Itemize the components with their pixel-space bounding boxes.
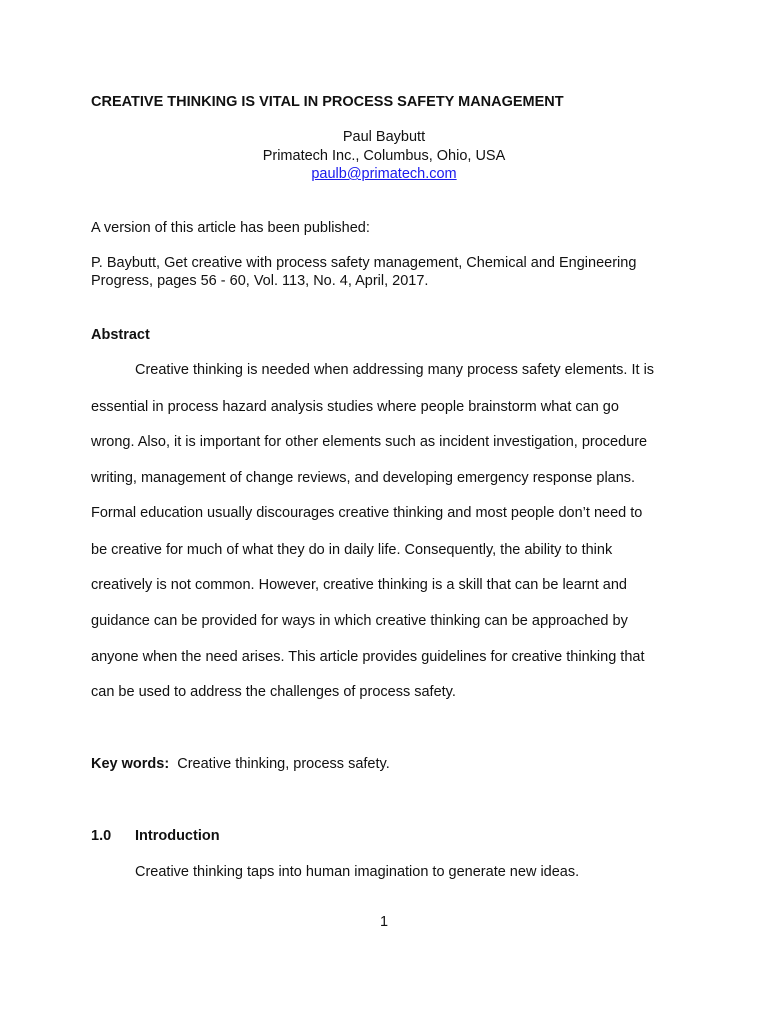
author-name: Paul Baybutt bbox=[342, 129, 426, 145]
abstract-line: creatively is not common. However, creative thinking is a skill that can be learnt and bbox=[91, 577, 627, 593]
author-email-link[interactable]: paulb@primatech.com bbox=[311, 166, 457, 182]
abstract-line: be creative for much of what they do in daily life. Consequently, the ability to think bbox=[91, 542, 613, 558]
citation-line-2: Progress, pages 56 - 60, Vol. 113, No. 4, April, 2017. bbox=[91, 273, 429, 289]
abstract-heading: Abstract bbox=[91, 327, 150, 343]
abstract-line: writing, management of change reviews, and developing emergency response plans. bbox=[91, 470, 636, 486]
keywords-label: Key words: bbox=[91, 756, 170, 772]
abstract-line: anyone when the need arises. This article provides guidelines for creative thinking that bbox=[91, 649, 645, 665]
keywords-row bbox=[91, 755, 390, 773]
author-email-row bbox=[0, 165, 768, 183]
section-number: 1.0 bbox=[91, 828, 112, 844]
section-first-line: Creative thinking taps into human imagination to generate new ideas. bbox=[135, 864, 580, 880]
abstract-line: can be used to address the challenges of process safety. bbox=[91, 684, 456, 700]
citation-line-1: P. Baybutt, Get creative with process safety management, Chemical and Engineering bbox=[91, 255, 637, 271]
abstract-line: guidance can be provided for ways in which creative thinking can be approached by bbox=[91, 613, 628, 629]
page-number: 1 bbox=[379, 914, 389, 930]
document-title: CREATIVE THINKING IS VITAL IN PROCESS SAFETY MANAGEMENT bbox=[91, 94, 564, 110]
abstract-line: Formal education usually discourages creative thinking and most people don’t need to bbox=[91, 505, 643, 521]
section-title: Introduction bbox=[135, 828, 220, 844]
keywords-value: Creative thinking, process safety. bbox=[177, 756, 390, 772]
abstract-line: Creative thinking is needed when addressing many process safety elements. It is bbox=[135, 362, 655, 378]
author-affiliation: Primatech Inc., Columbus, Ohio, USA bbox=[262, 148, 506, 164]
abstract-line: wrong. Also, it is important for other elements such as incident investigation, procedure bbox=[91, 434, 648, 450]
publication-note: A version of this article has been published: bbox=[91, 220, 370, 236]
abstract-line: essential in process hazard analysis studies where people brainstorm what can go bbox=[91, 399, 619, 415]
